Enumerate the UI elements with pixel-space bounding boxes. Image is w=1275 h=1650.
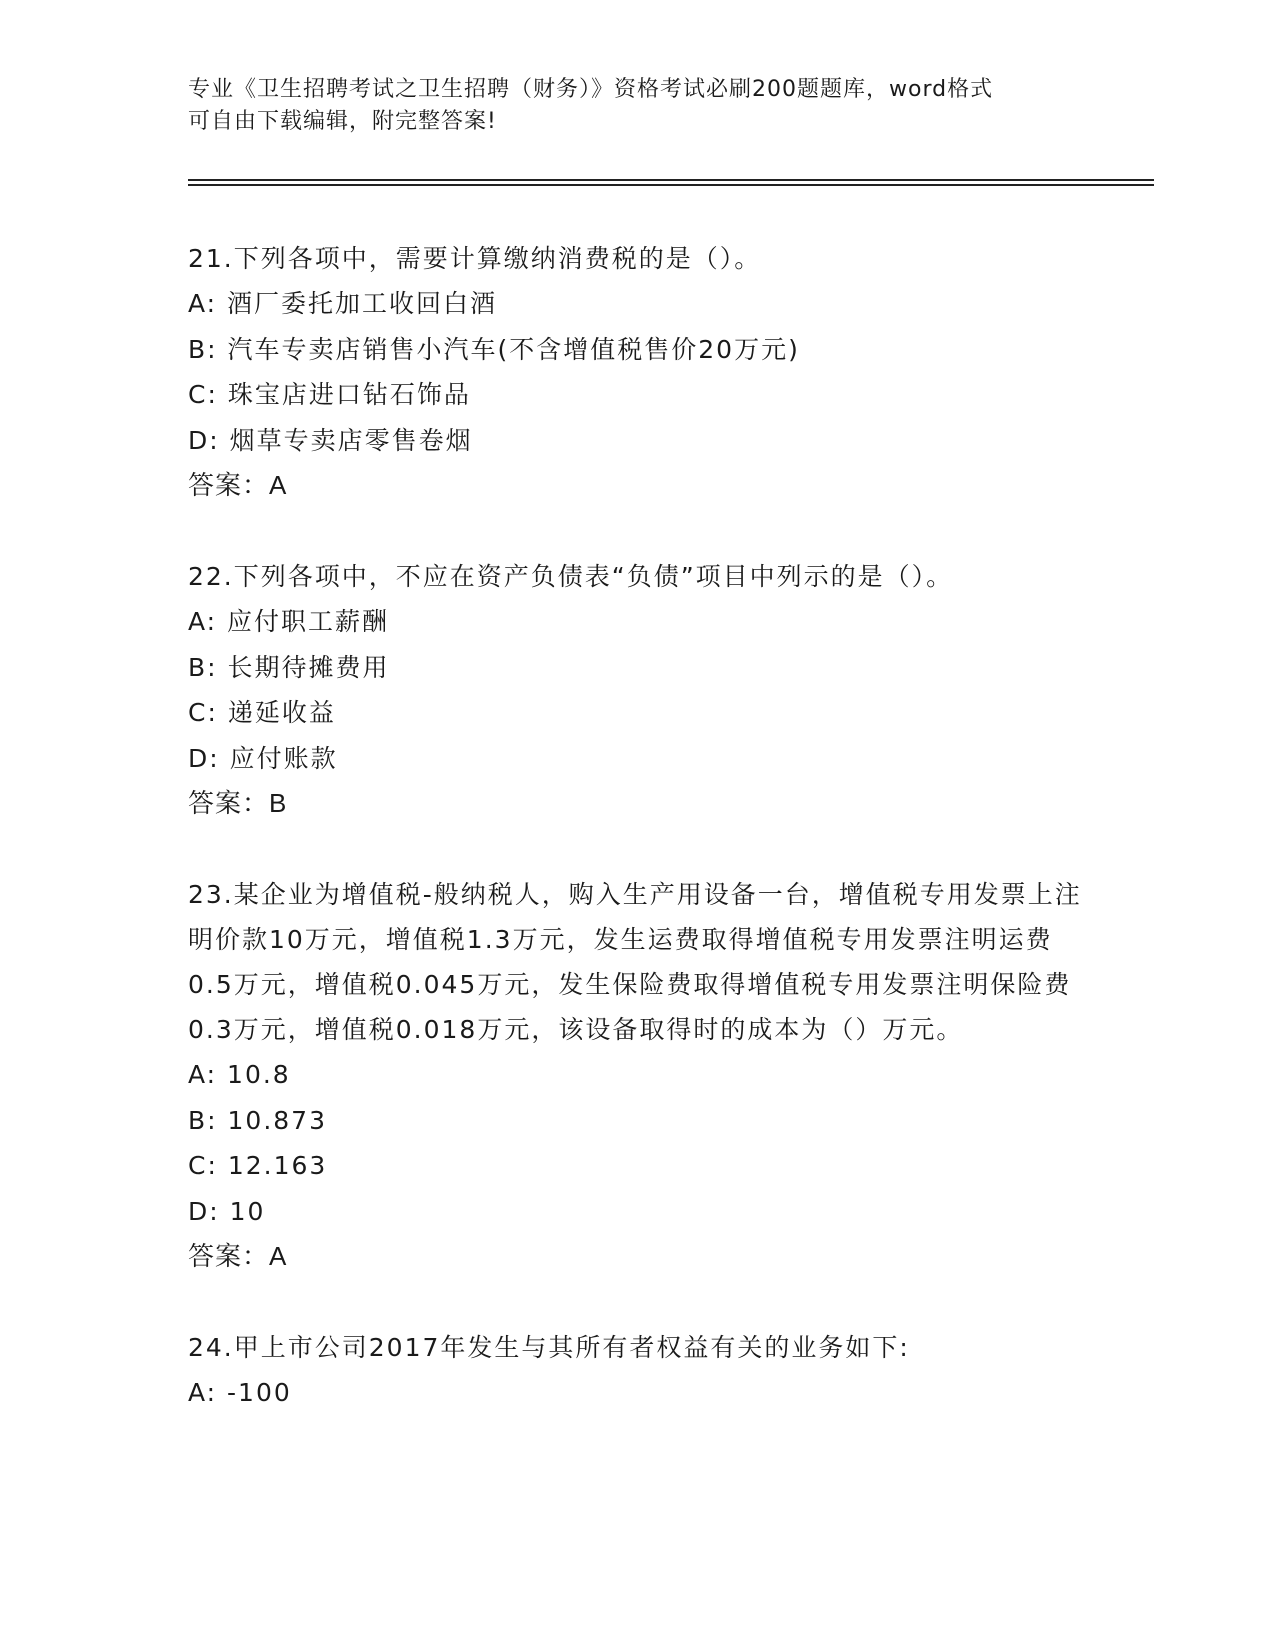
option-b: B: 长期待摊费用	[188, 652, 390, 682]
question-21	[188, 236, 1088, 508]
question-text: 21.下列各项中，需要计算缴纳消费税的是（）。	[188, 244, 762, 273]
question-text: 23.某企业为增值税-般纳税人，购入生产用设备一台，增值税专用发票上注明价款10万元，增值税1.3万元，发生运费取得增值税专用发票注明运费0.5万元，增值税0.045万元，发生保险费取得增值税专用发票注明保险费0.3万元，增值税0.018万元，该设备取得时的成本为（）万元。	[188, 880, 1082, 1044]
header-divider-bottom	[188, 184, 1154, 186]
question-23	[188, 872, 1088, 1279]
option-b: B: 汽车专卖店销售小汽车(不含增值税售价20万元)	[188, 334, 800, 364]
option-b: B: 10.873	[188, 1105, 327, 1135]
option-a: A: -100	[188, 1378, 292, 1407]
option-d: D: 10	[188, 1196, 266, 1226]
question-list	[188, 236, 1088, 1462]
question-22	[188, 554, 1088, 826]
option-d: D: 烟草专卖店零售卷烟	[188, 425, 473, 455]
option-a: A: 应付职工薪酬	[188, 607, 390, 636]
answer: 答案：A	[188, 1241, 288, 1271]
answer: 答案：B	[188, 788, 288, 818]
answer: 答案：A	[188, 470, 288, 500]
option-a: A: 10.8	[188, 1060, 291, 1089]
option-a: A: 酒厂委托加工收回白酒	[188, 289, 498, 318]
option-c: C: 12.163	[188, 1151, 328, 1180]
question-text: 22.下列各项中，不应在资产负债表“负债”项目中列示的是（）。	[188, 562, 954, 591]
option-c: C: 递延收益	[188, 698, 336, 727]
header-line-1: 专业《卫生招聘考试之卫生招聘（财务）》资格考试必刷200题题库，word格式	[188, 77, 994, 102]
option-c: C: 珠宝店进口钻石饰品	[188, 380, 471, 409]
option-d: D: 应付账款	[188, 743, 338, 773]
question-text: 24.甲上市公司2017年发生与其所有者权益有关的业务如下:	[188, 1333, 910, 1362]
header-divider-top	[188, 179, 1154, 181]
document-header	[188, 74, 1068, 138]
header-line-2: 可自由下载编辑，附完整答案!	[188, 109, 497, 134]
question-24	[188, 1325, 1088, 1416]
